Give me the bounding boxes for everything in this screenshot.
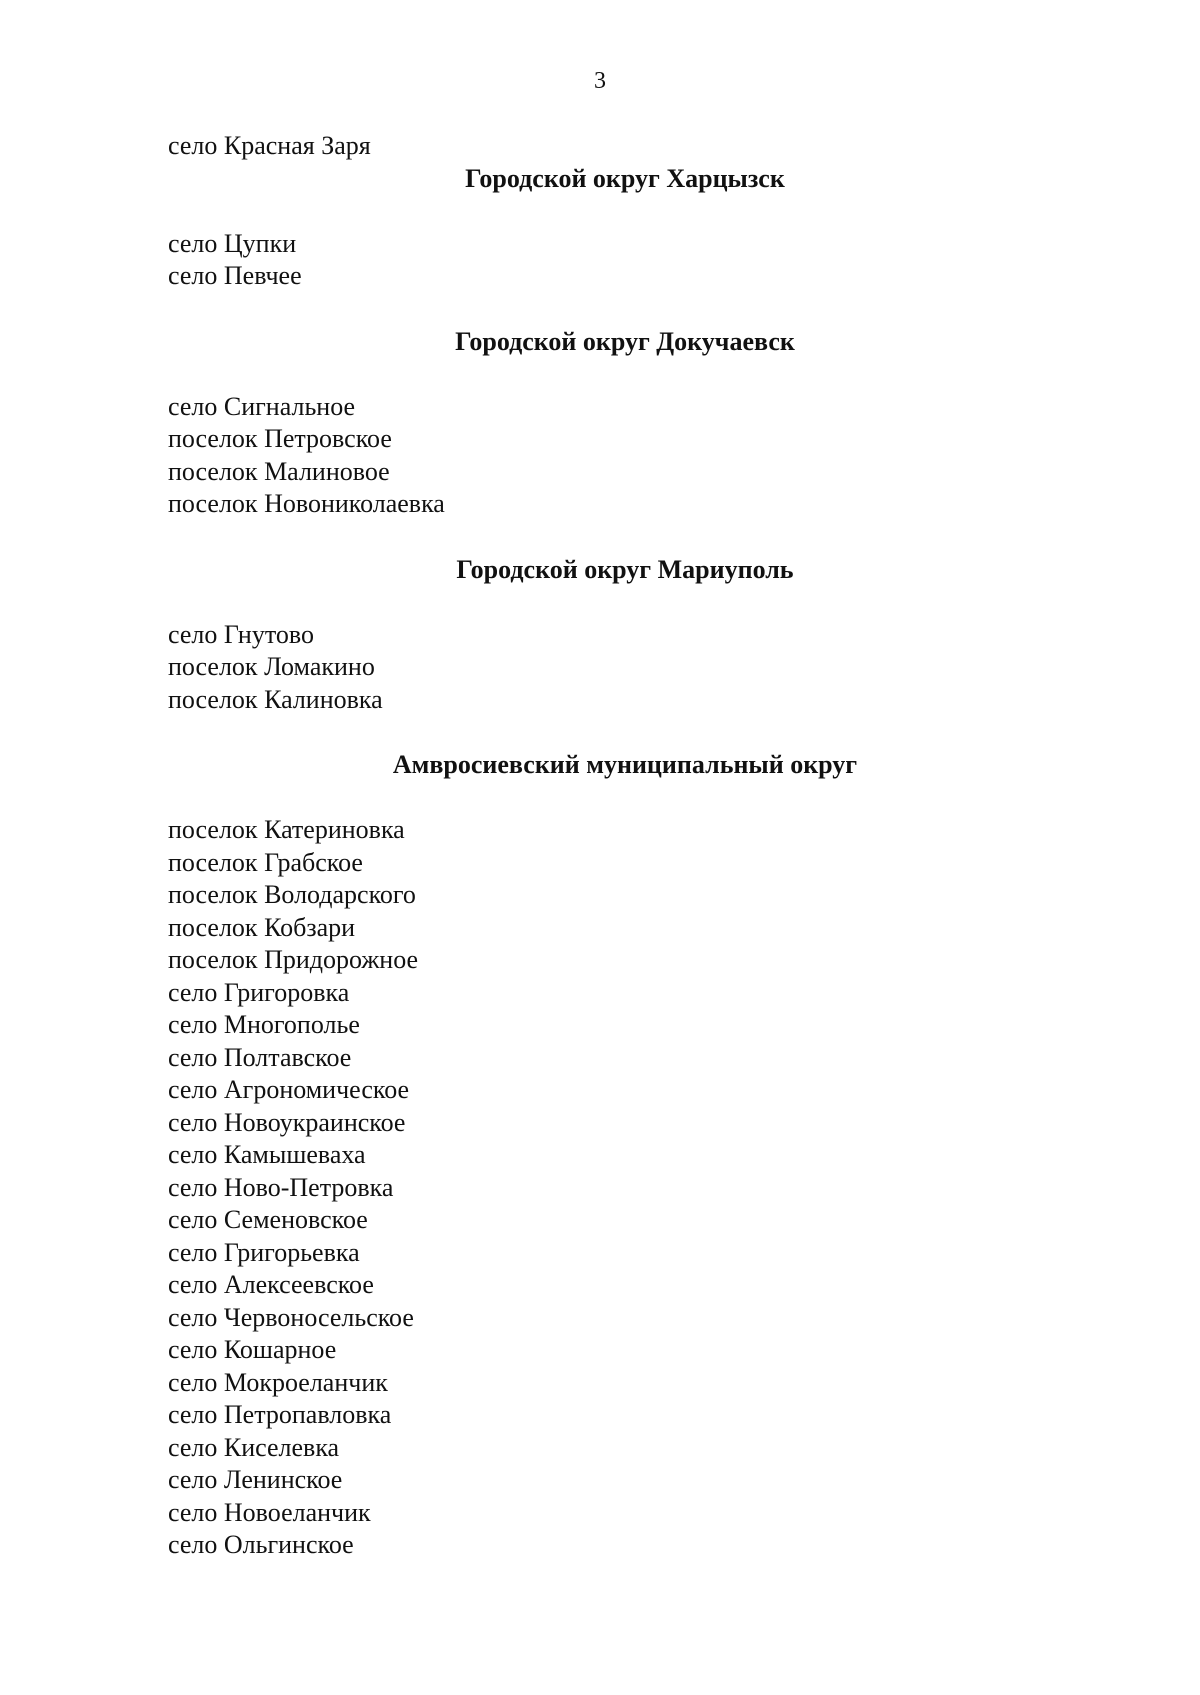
list-item: село Кошарное	[168, 1335, 337, 1364]
page-number: 3	[594, 68, 606, 94]
list-item: село Григоровка	[168, 977, 350, 1007]
list-item: село Алексеевское	[168, 1270, 374, 1299]
list-item: село Красная Заря	[168, 131, 371, 160]
list-item: село Киселевка	[168, 1432, 340, 1462]
list-item: село Новоукраинское	[168, 1107, 406, 1137]
list-item: село Цупки	[168, 228, 297, 258]
list-item: село Новоеланчик	[168, 1497, 371, 1527]
list-item: поселок Калиновка	[168, 684, 383, 714]
list-item: село Певчее	[168, 261, 302, 290]
list-item: село Мокроеланчик	[168, 1367, 388, 1397]
list-item: село Ново-Петровка	[168, 1172, 394, 1202]
list-item: поселок Новониколаевка	[168, 489, 445, 518]
list-item: поселок Ломакино	[168, 652, 375, 681]
list-item: поселок Петровское	[168, 424, 392, 453]
list-item: поселок Катериновка	[168, 815, 405, 844]
list-item: село Семеновское	[168, 1205, 368, 1234]
section-heading: Городской округ Мариуполь	[456, 554, 794, 584]
list-item: село Полтавское	[168, 1042, 352, 1072]
list-item: поселок Придорожное	[168, 945, 419, 974]
list-item: село Червоносельское	[168, 1302, 414, 1332]
list-item: село Агрономическое	[168, 1075, 410, 1104]
list-item: поселок Кобзари	[168, 912, 356, 942]
list-item: село Гнутово	[168, 619, 314, 649]
list-item: поселок Грабское	[168, 847, 363, 877]
list-item: поселок Володарского	[168, 880, 416, 909]
list-item: село Григорьевка	[168, 1237, 360, 1267]
list-item: село Ольгинское	[168, 1530, 354, 1559]
section-heading: Городской округ Харцызск	[465, 163, 785, 193]
section-heading: Городской округ Докучаевск	[455, 326, 795, 356]
list-item: село Ленинское	[168, 1465, 343, 1494]
list-item: поселок Малиновое	[168, 456, 390, 486]
list-item: село Камышеваха	[168, 1140, 366, 1169]
list-item: село Петропавловка	[168, 1400, 392, 1429]
list-item: село Многополье	[168, 1010, 360, 1039]
list-item: село Сигнальное	[168, 391, 356, 421]
section-heading: Амвросиевский муниципальный округ	[392, 750, 858, 779]
document-body	[0, 130, 1200, 1562]
